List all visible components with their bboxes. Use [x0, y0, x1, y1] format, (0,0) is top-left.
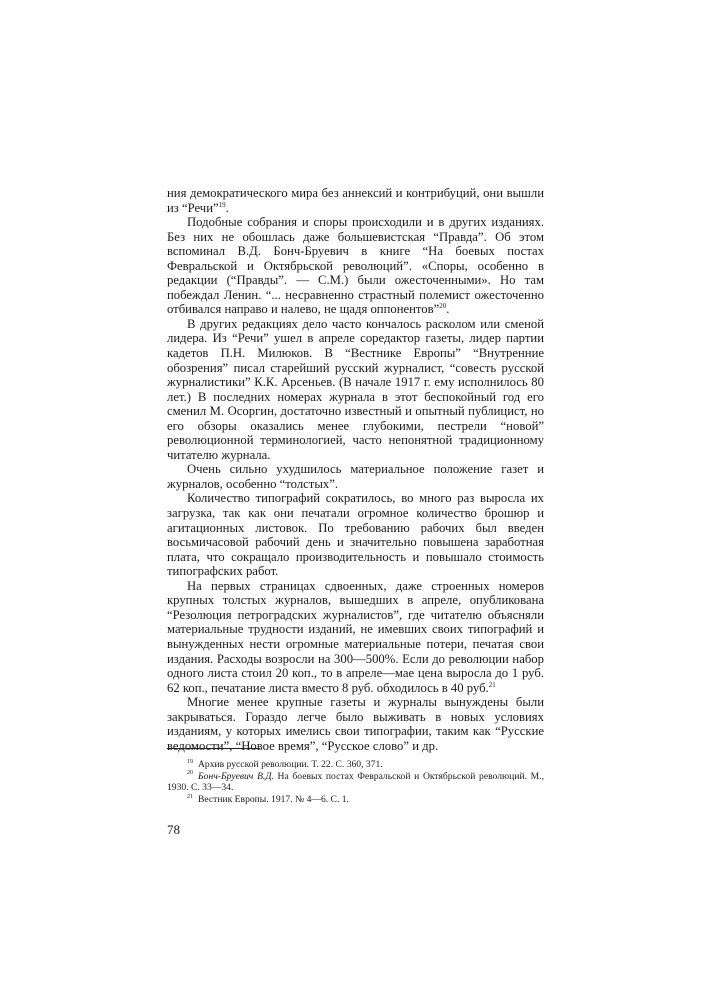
paragraph-7: Многие менее крупные газеты и журналы вынуждены были закрываться. Гораздо легче было выживать в новых условиях изданиям, у которых имелись свои типографии, таким как “Русские ведомости”, “Новое время”, “Русское слово” и др. — [167, 695, 544, 753]
footnote-ref-19[interactable]: 19 — [218, 200, 226, 209]
paragraph-4: Очень сильно ухудшилось материальное положение газет и журналов, особенно “толстых”. — [167, 462, 544, 491]
paragraph-2: Подобные собрания и споры происходили и в других изданиях. Без них не обошлась даже большевистская “Правда”. Об этом вспоминал В.Д. Бонч-Бруевич в книге “На боевых постах Февральской и Октябрьской революций”. «Споры, особенно в редакции (“Правды”. — С.М.) были ожесточенными». Но там побеждал Ленин. “... несравненно страстный полемист ожесточенно отбивался направо и налево, не щадя оппонентов”$^{20}$. — [167, 215, 544, 317]
footnote-20: $^{20}$ Бонч-Бруевич В.Д. На боевых постах Февральской и Октябрьской революций. М., 1930. С. 33—34. — [167, 770, 544, 794]
main-text — [167, 186, 544, 753]
paragraph-3: В других редакциях дело часто кончалось расколом или сменой лидера. Из “Речи” ушел в апреле соредактор газеты, лидер партии кадетов П.Н. Милюков. В “Вестнике Европы” “Внутренние обозрения” писал старейший русский журналист, “совесть русской журналистики” К.К. Арсеньев. (В начале 1917 г. ему исполнилось 80 лет.) В последних номерах журнала в этот беспокойный год его сменил М. Осоргин, достаточно известный и опытный публицист, но его обзоры оказались менее глубокими, пестрели “новой” революционной терминологией, часто непонятной традиционному читателю журнала. — [167, 316, 544, 462]
footnotes — [167, 759, 544, 805]
page-number: 78 — [167, 822, 180, 837]
footnote-ref-21[interactable]: 21 — [488, 680, 496, 689]
paragraph-6: На первых страницах сдвоенных, даже строенных номеров крупных толстых журналов, вышедших в апреле, опубликована “Резолюция петроградских журналистов”, где читателю объясняли материальные трудности изданий, не имевших своих типографий и вынужденных нести огромные материальные потери, печатая свои издания. Расходы возросли на 300—500%. Если до революции набор одного листа стоил 20 коп., то в апреле—мае цена выросла до 1 руб. 62 коп., печатание листа вместо 8 руб. обходилось в 40 руб.$^{21}$ — [167, 578, 544, 695]
footnote-21: $^{21}$ Вестник Европы. 1917. № 4—6. С. 1. — [187, 793, 349, 805]
paragraph-5: Количество типографий сократилось, во много раз выросла их загрузка, так как они печатали огромное количество брошюр и агитационных листовок. По требованию рабочих был введен восьмичасовой рабочий день и значительно повышена заработная плата, что сокращало производительность и повышало стоимость типографских работ. — [167, 491, 544, 579]
footnote-ref-20[interactable]: 20 — [439, 302, 447, 311]
footnote-divider — [167, 748, 260, 749]
paragraph-1: ния демократического мира без аннексий и контрибуций, они вышли из “Речи”$^{19}$. — [167, 186, 544, 215]
footnote-19: $^{19}$ Архив русской революции. Т. 22. С. 360, 371. — [187, 758, 383, 770]
